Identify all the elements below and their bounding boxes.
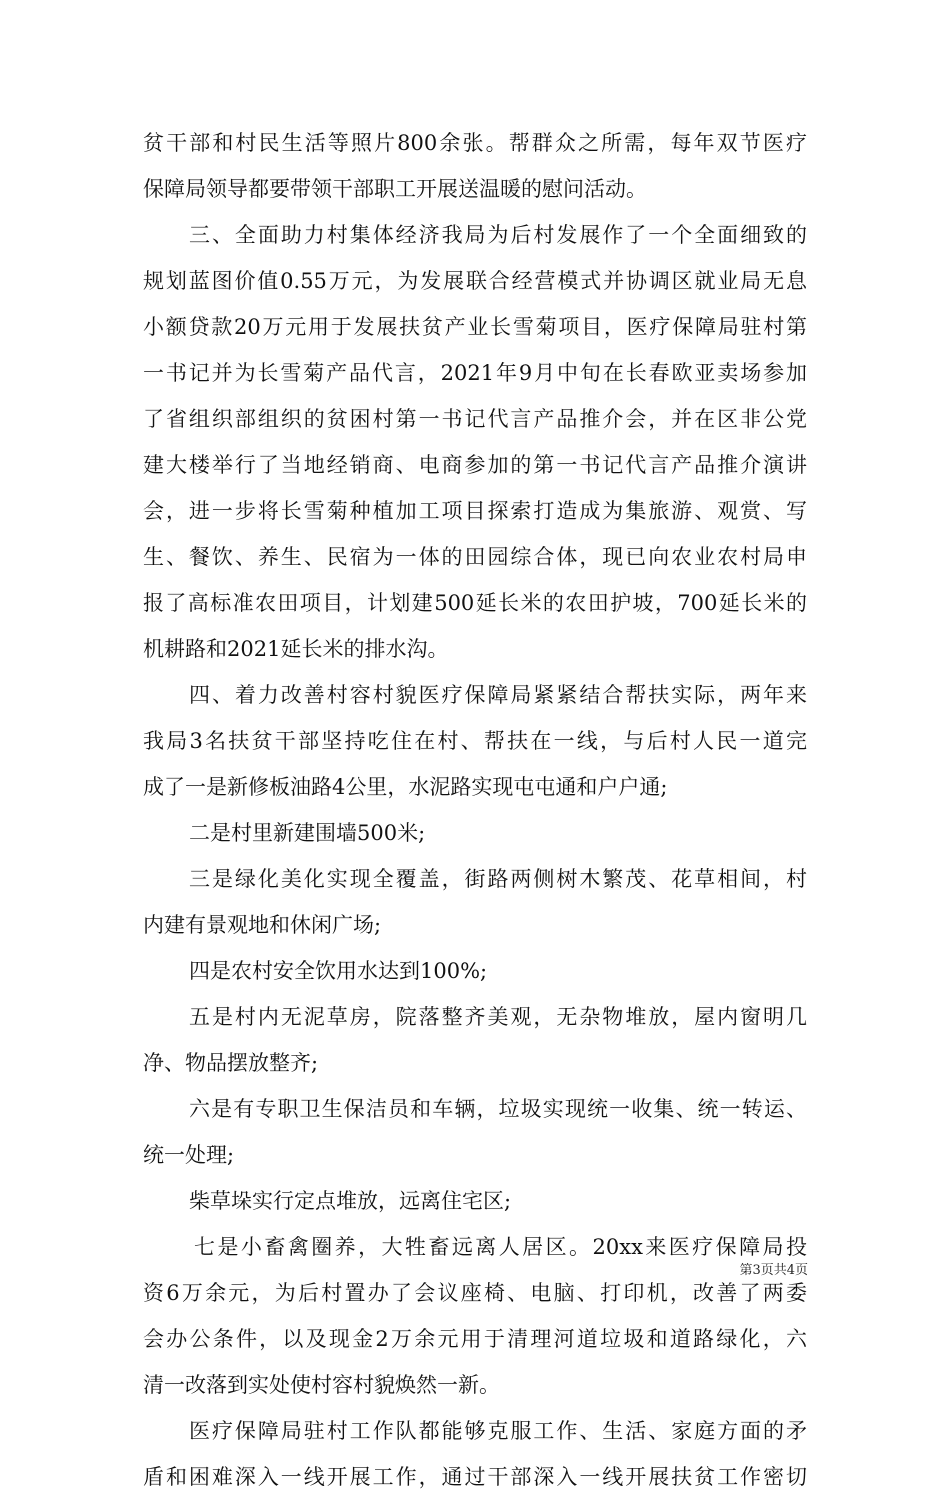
list-item: 六是有专职卫生保洁员和车辆，垃圾实现统一收集、统一转运、 [189, 1097, 807, 1121]
text-line: 我局3名扶贫干部坚持吃住在村、帮扶在一线，与后村人民一道完 [143, 729, 807, 753]
text-line: 一书记并为长雪菊产品代言，2021年9月中旬在长春欧亚卖场参加 [143, 361, 807, 385]
text-line: 成了一是新修板油路4公里，水泥路实现屯屯通和户户通; [143, 775, 668, 799]
text-line: 了省组织部组织的贫困村第一书记代言产品推介会，并在区非公党 [143, 407, 807, 431]
text-line: 机耕路和2021延长米的排水沟。 [143, 637, 449, 661]
text-line: 生、餐饮、养生、民宿为一体的田园综合体，现已向农业农村局申 [143, 545, 807, 569]
paragraph-heading-4: 四、着力改善村容村貌医疗保障局紧紧结合帮扶实际，两年来 [189, 683, 807, 707]
text-line: 保障局领导都要带领干部职工开展送温暖的慰问活动。 [143, 177, 647, 201]
text-line: 贫干部和村民生活等照片800余张。帮群众之所需，每年双节医疗 [143, 131, 807, 155]
list-item: 七是小畜禽圈养，大牲畜远离人居区。20xx来医疗保障局投 [194, 1235, 807, 1259]
text-line: 报了高标准农田项目，计划建500延长米的农田护坡，700延长米的 [143, 591, 807, 615]
list-item: 四是农村安全饮用水达到100%; [189, 959, 488, 983]
text-line: 资6万余元，为后村置办了会议座椅、电脑、打印机，改善了两委 [143, 1281, 807, 1305]
text-line: 盾和困难深入一线开展工作，通过干部深入一线开展扶贫工作密切 [143, 1465, 807, 1489]
page-number: 第3页共4页 [739, 1263, 808, 1278]
paragraph-heading-3: 三、全面助力村集体经济我局为后村发展作了一个全面细致的 [189, 223, 807, 247]
text-line: 净、物品摆放整齐; [143, 1051, 319, 1075]
text-line: 会办公条件，以及现金2万余元用于清理河道垃圾和道路绿化，六 [143, 1327, 807, 1351]
list-item: 二是村里新建围墙500米; [189, 821, 426, 845]
document-body [143, 120, 807, 1500]
list-item: 五是村内无泥草房，院落整齐美观，无杂物堆放，屋内窗明几 [189, 1005, 807, 1029]
text-line: 建大楼举行了当地经销商、电商参加的第一书记代言产品推介演讲 [143, 453, 807, 477]
text-line: 会，进一步将长雪菊种植加工项目探索打造成为集旅游、观赏、写 [143, 499, 807, 523]
list-item: 三是绿化美化实现全覆盖，街路两侧树木繁茂、花草相间，村 [189, 867, 807, 891]
text-line: 统一处理; [143, 1143, 235, 1167]
list-item: 柴草垛实行定点堆放，远离住宅区; [189, 1189, 512, 1213]
text-line: 规划蓝图价值0.55万元，为发展联合经营模式并协调区就业局无息 [143, 269, 807, 293]
text-line: 内建有景观地和休闲广场; [143, 913, 382, 937]
text-line: 小额贷款20万元用于发展扶贫产业长雪菊项目，医疗保障局驻村第 [143, 315, 807, 339]
text-line: 清一改落到实处使村容村貌焕然一新。 [143, 1373, 500, 1397]
paragraph-start: 医疗保障局驻村工作队都能够克服工作、生活、家庭方面的矛 [189, 1419, 807, 1443]
